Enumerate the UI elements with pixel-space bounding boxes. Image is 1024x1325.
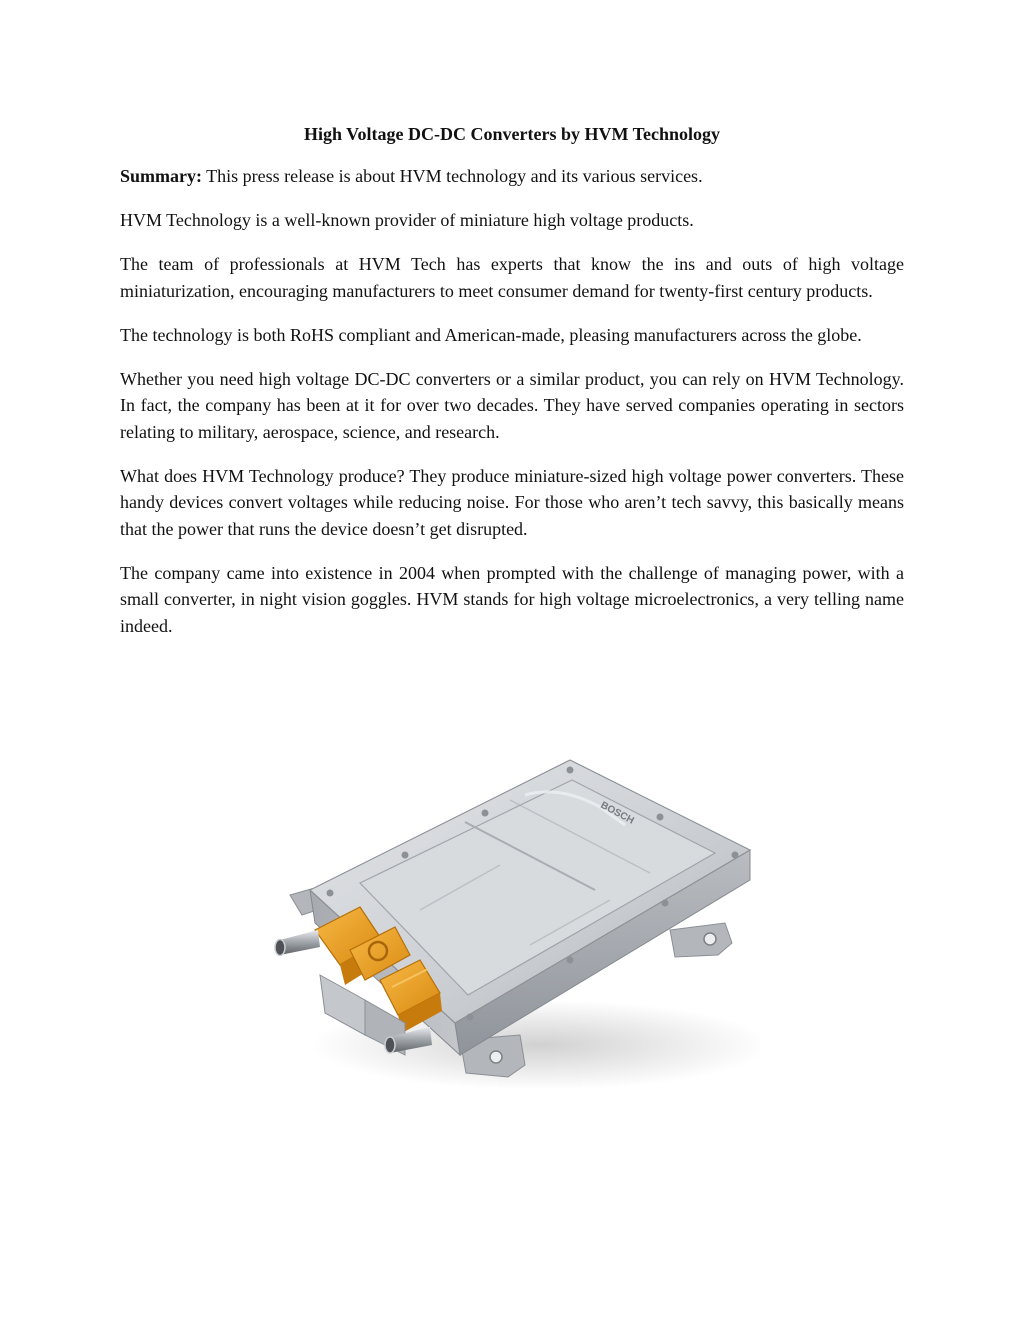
paragraph-reliance: Whether you need high voltage DC-DC converters or a similar product, you can rely on HVM Technology. In fact, the company has been at it for over two decades. They have served companies operating in sectors relating to military, aerospace, science, and research.: [120, 368, 904, 442]
summary-paragraph: [120, 163, 904, 190]
paragraph-intro: HVM Technology is a well-known provider of miniature high voltage products.: [120, 210, 694, 230]
paragraph-rohs: The technology is both RoHS compliant and American-made, pleasing manufacturers across the globe.: [120, 324, 862, 345]
paragraph-history: The company came into existence in 2004 when prompted with the challenge of managing power, with a small converter, in night vision goggles. HVM stands for high voltage microelectronics, a very telling name indeed.: [120, 562, 904, 636]
brand-mark: BOSCH: [598, 799, 636, 827]
summary-text: This press release is about HVM technology and its various services.: [202, 166, 703, 186]
paragraph-team: The team of professionals at HVM Tech has experts that know the ins and outs of high voltage miniaturization, encouraging manufacturers to meet consumer demand for twenty-first century products.: [120, 254, 904, 301]
document-body: [120, 163, 904, 657]
dc-dc-converter-photo: [270, 755, 760, 1105]
paragraph-products: What does HVM Technology produce? They produce miniature-sized high voltage power converters. These handy devices convert voltages while reducing noise. For those who aren’t tech savvy, this basically means that the power that runs the device doesn’t get disrupted.: [120, 465, 904, 539]
document-title: High Voltage DC-DC Converters by HVM Technology: [303, 124, 720, 144]
summary-label: Summary:: [120, 166, 202, 186]
